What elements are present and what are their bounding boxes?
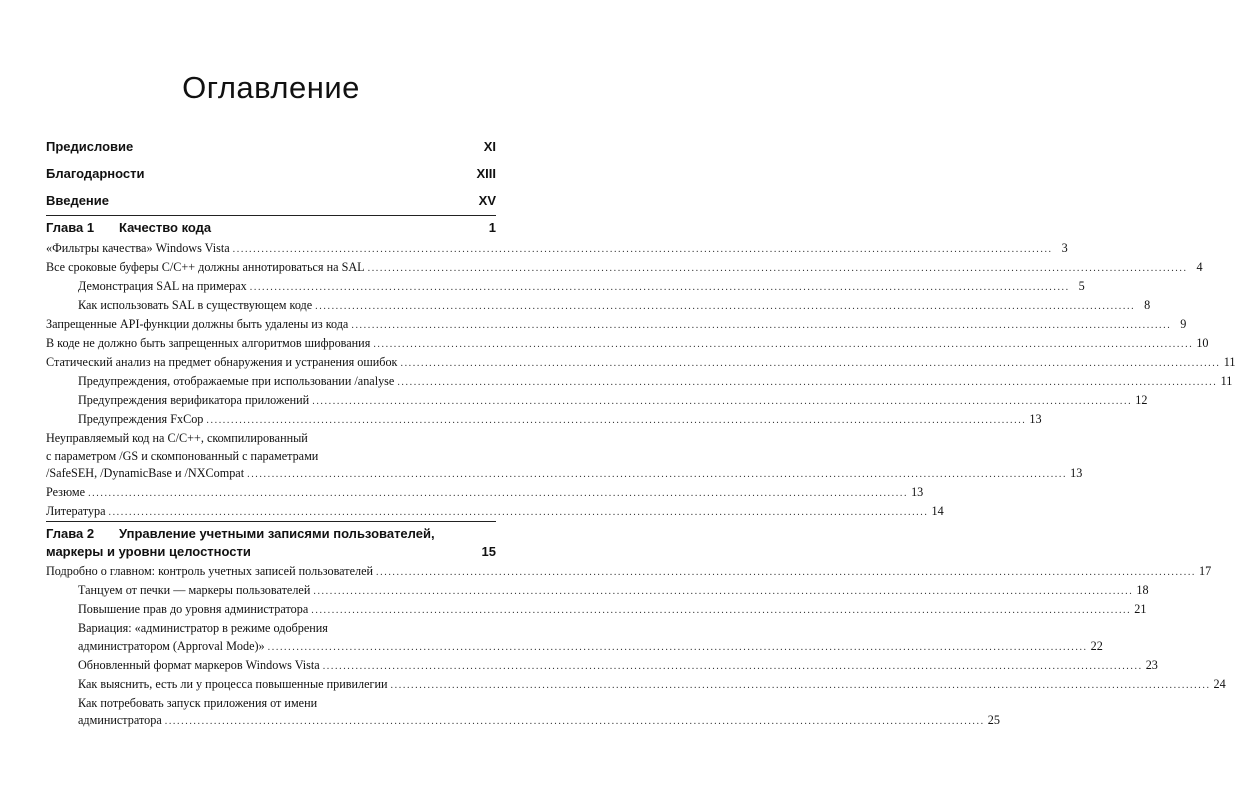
toc-entry-row bbox=[46, 335, 1209, 354]
toc-entry[interactable] bbox=[78, 695, 1000, 731]
toc-entry-page: 10 bbox=[1196, 336, 1209, 350]
dot-leader: ........................................................................................................................................................................................................ bbox=[400, 358, 1221, 369]
toc-entry-text: администратора bbox=[78, 713, 162, 727]
toc-entry-row bbox=[78, 712, 1000, 731]
dot-leader: ........................................................................................................................................................................................................ bbox=[249, 282, 1070, 293]
toc-entry-row bbox=[46, 316, 1187, 335]
chapter-title-line: маркеры и уровни целостности bbox=[46, 544, 251, 559]
toc-entry-text: «Фильтры качества» Windows Vista bbox=[46, 241, 230, 255]
dot-leader: ........................................................................................................................................................................................................ bbox=[164, 716, 985, 727]
toc-entry-page: 24 bbox=[1213, 676, 1226, 691]
toc-entry-row bbox=[46, 240, 1068, 259]
toc-entry-page: 11 bbox=[1223, 355, 1235, 369]
toc-entry[interactable] bbox=[46, 354, 1235, 373]
toc-entry-text: Предупреждения FxCop bbox=[78, 412, 204, 426]
toc-entry-text: Обновленный формат маркеров Windows Vista bbox=[78, 657, 320, 672]
front-item-label: Благодарности bbox=[46, 166, 145, 181]
dot-leader: ........................................................................................................................................................................................................ bbox=[315, 301, 1136, 312]
toc-entry-row bbox=[78, 411, 1042, 430]
dot-leader: ........................................................................................................................................................................................................ bbox=[376, 567, 1197, 578]
toc-front-item-introduction[interactable] bbox=[46, 193, 496, 211]
dot-leader: ........................................................................................................................................................................................................ bbox=[232, 244, 1053, 255]
toc-entry-row bbox=[78, 601, 1147, 620]
toc-entry-text: Все сроковые буферы C/C++ должны аннотироваться на SAL bbox=[46, 260, 365, 274]
toc-entry[interactable] bbox=[78, 411, 1042, 430]
toc-entry[interactable] bbox=[78, 676, 1226, 695]
toc-entry[interactable] bbox=[46, 259, 1203, 278]
toc-entry-page: 4 bbox=[1196, 260, 1203, 274]
chapter-title: Качество кода bbox=[119, 220, 212, 235]
toc-entry[interactable] bbox=[78, 620, 1103, 656]
chapter-page: 15 bbox=[481, 544, 496, 559]
toc-entry[interactable] bbox=[78, 582, 1149, 601]
front-item-label: Введение bbox=[46, 193, 109, 208]
dot-leader: ........................................................................................................................................................................................................ bbox=[397, 377, 1218, 388]
toc-entry-text: с параметром /GS и скомпонованный с параметрами bbox=[46, 448, 319, 463]
page-title: Оглавление bbox=[182, 70, 360, 105]
toc-entry-text: /SafeSEH, /DynamicBase и /NXCompat bbox=[46, 466, 245, 480]
toc-entry-page: 3 bbox=[1061, 241, 1068, 255]
toc-entry-page: 17 bbox=[1199, 564, 1212, 578]
dot-leader: ........................................................................................................................................................................................................ bbox=[88, 488, 909, 499]
dot-leader: ........................................................................................................................................................................................................ bbox=[373, 339, 1194, 350]
toc-entry[interactable] bbox=[78, 601, 1147, 620]
dot-leader: ........................................................................................................................................................................................................ bbox=[247, 469, 1068, 480]
toc-entry-row bbox=[78, 373, 1233, 392]
toc-entry-text: Вариация: «администратор в режиме одобрения bbox=[78, 621, 328, 635]
toc-entry-page: 8 bbox=[1144, 298, 1151, 312]
front-item-page: XV bbox=[478, 193, 496, 208]
chapter-divider bbox=[46, 215, 496, 216]
toc-entry-row bbox=[78, 582, 1149, 601]
toc-entry-page: 5 bbox=[1078, 279, 1085, 293]
toc-entry-row bbox=[78, 676, 1226, 695]
toc-entry[interactable] bbox=[78, 657, 1158, 676]
toc-entry-text: Подробно о главном: контроль учетных записей пользователей bbox=[46, 564, 374, 578]
toc-entry-row bbox=[78, 278, 1085, 297]
toc-entry-row bbox=[46, 484, 924, 503]
toc-entry[interactable] bbox=[46, 316, 1187, 335]
toc-entry[interactable] bbox=[46, 563, 1212, 582]
chapter-title-line: Управление учетными записями пользователей, bbox=[119, 526, 435, 541]
dot-leader: ........................................................................................................................................................................................................ bbox=[313, 586, 1134, 597]
dot-leader: ........................................................................................................................................................................................................ bbox=[108, 507, 929, 518]
toc-entry-text: Предупреждения верификатора приложений bbox=[78, 393, 310, 407]
toc-entry-text: Как потребовать запуск приложения от имени bbox=[78, 695, 318, 710]
toc-entry-text: Как выяснить, есть ли у процесса повышенные привилегии bbox=[78, 676, 388, 691]
toc-entry-text: Повышение прав до уровня администратора bbox=[78, 602, 309, 616]
dot-leader: ........................................................................................................................................................................................................ bbox=[267, 641, 1088, 653]
toc-entry-row bbox=[78, 657, 1158, 676]
toc-entry-page: 21 bbox=[1134, 602, 1147, 616]
chapter-number: Глава 1 bbox=[46, 220, 95, 235]
chapter-divider bbox=[46, 521, 496, 522]
dot-leader: ........................................................................................................................................................................................................ bbox=[390, 679, 1211, 691]
toc-entry-page: 18 bbox=[1136, 583, 1149, 597]
toc-entry-text: Танцуем от печки — маркеры пользователей bbox=[78, 583, 311, 597]
toc-entry-text: Запрещенные API-функции должны быть удалены из кода bbox=[46, 317, 349, 331]
toc-entry[interactable] bbox=[46, 503, 944, 522]
toc-entry[interactable] bbox=[46, 240, 1068, 259]
toc-entry-row bbox=[46, 259, 1203, 278]
toc-entry-row bbox=[46, 563, 1212, 582]
toc-entry[interactable] bbox=[78, 297, 1151, 316]
toc-entry-text: Демонстрация SAL на примерах bbox=[78, 279, 247, 293]
toc-front-item-preface[interactable] bbox=[46, 139, 496, 157]
toc-entry-row bbox=[78, 392, 1148, 411]
toc-entry-row bbox=[78, 638, 1103, 657]
toc-entry-page: 12 bbox=[1135, 393, 1148, 407]
toc-entry[interactable] bbox=[78, 392, 1148, 411]
toc-entry-page: 11 bbox=[1220, 374, 1233, 388]
chapter-page: 1 bbox=[488, 220, 496, 235]
chapter-1-heading[interactable] bbox=[46, 219, 496, 237]
toc-entry-text: Как использовать SAL в существующем коде bbox=[78, 298, 313, 312]
front-item-page: XIII bbox=[476, 166, 496, 181]
toc-entry-text: В коде не должно быть запрещенных алгоритмов шифрования bbox=[46, 336, 371, 350]
toc-entry[interactable] bbox=[78, 373, 1233, 392]
toc-entry-page: 22 bbox=[1090, 638, 1103, 653]
toc-entry-page: 13 bbox=[1029, 412, 1042, 426]
toc-entry-row bbox=[46, 503, 944, 522]
toc-entry-text: Литература bbox=[46, 504, 106, 518]
toc-entry[interactable] bbox=[46, 430, 1083, 484]
dot-leader: ........................................................................................................................................................................................................ bbox=[351, 320, 1172, 331]
front-item-page: XI bbox=[483, 139, 496, 154]
dot-leader: ........................................................................................................................................................................................................ bbox=[206, 415, 1027, 426]
toc-entry-text: Статический анализ на предмет обнаружения и устранения ошибок bbox=[46, 355, 398, 369]
toc-entry-text: Резюме bbox=[46, 485, 86, 499]
toc-entry-page: 9 bbox=[1180, 317, 1187, 331]
toc-entry-page: 14 bbox=[931, 504, 944, 518]
toc-entry-text: Неуправляемый код на C/C++, скомпилированный bbox=[46, 431, 308, 445]
toc-entry-row bbox=[46, 354, 1235, 373]
toc-entry[interactable] bbox=[46, 335, 1209, 354]
toc-entry-page: 13 bbox=[911, 485, 924, 499]
dot-leader: ........................................................................................................................................................................................................ bbox=[322, 660, 1143, 672]
dot-leader: ........................................................................................................................................................................................................ bbox=[312, 396, 1133, 407]
dot-leader: ........................................................................................................................................................................................................ bbox=[367, 263, 1188, 274]
toc-entry[interactable] bbox=[46, 484, 924, 503]
toc-entry-row bbox=[78, 297, 1151, 316]
toc-entry-text: Предупреждения, отображаемые при использовании /analyse bbox=[78, 374, 395, 388]
toc-entry-page: 23 bbox=[1145, 657, 1158, 672]
chapter-2-heading[interactable] bbox=[46, 525, 496, 561]
toc-entry[interactable] bbox=[78, 278, 1085, 297]
front-item-label: Предисловие bbox=[46, 139, 134, 154]
toc-entry-page: 13 bbox=[1070, 466, 1083, 480]
dot-leader: ........................................................................................................................................................................................................ bbox=[311, 605, 1132, 616]
toc-entry-page: 25 bbox=[987, 713, 1000, 727]
toc-front-item-acknowledgements[interactable] bbox=[46, 166, 496, 184]
toc-entry-row bbox=[46, 465, 1083, 484]
chapter-number: Глава 2 bbox=[46, 526, 95, 541]
toc-entry-text: администратором (Approval Mode)» bbox=[78, 638, 265, 653]
